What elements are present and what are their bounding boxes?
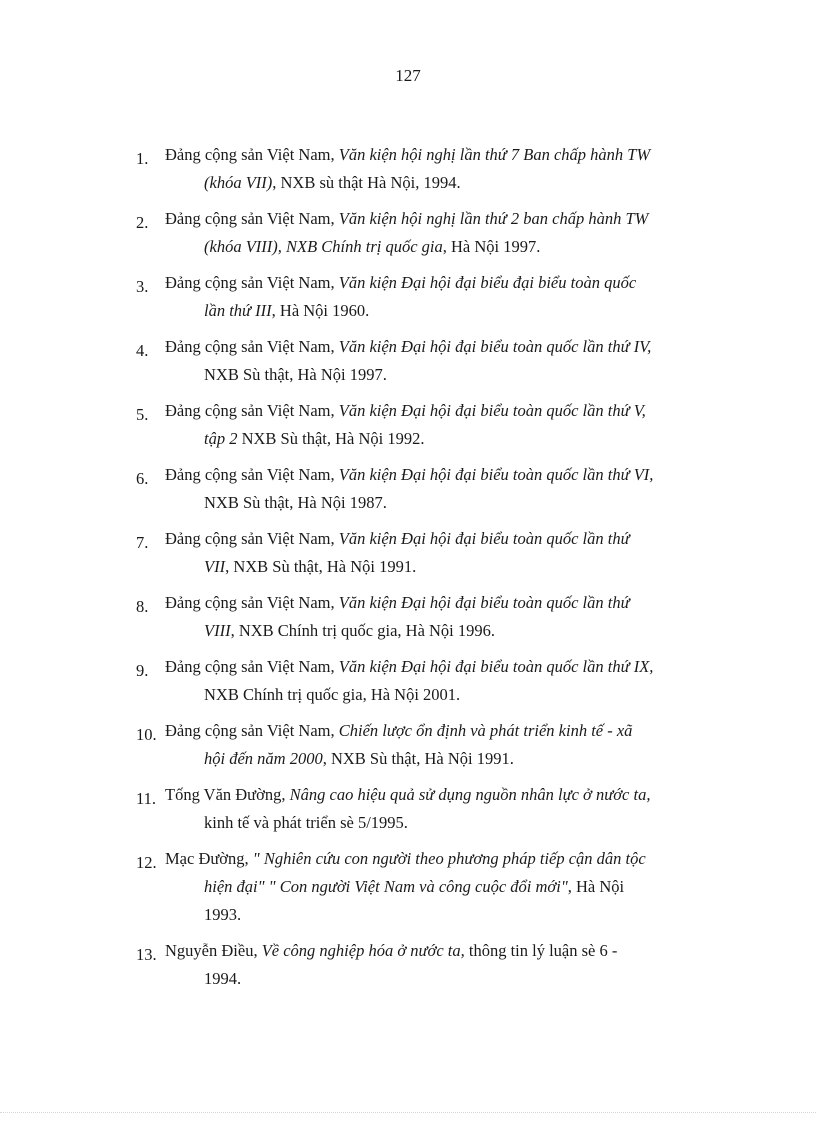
reference-item: [136, 589, 740, 645]
reference-item: [136, 269, 740, 325]
reference-title-segment: (khóa VIII), NXB Chính trị quốc gia: [204, 237, 443, 256]
reference-segment: 1993.: [204, 905, 242, 924]
reference-item: [136, 653, 740, 709]
reference-item: [136, 205, 740, 261]
reference-text: [165, 205, 740, 261]
reference-text: [165, 589, 740, 645]
reference-first-line: [165, 937, 740, 965]
reference-title-segment: Văn kiện Đại hội đại biểu toàn quốc lần thứ: [338, 593, 630, 612]
reference-text: [165, 845, 740, 929]
reference-number: 3.: [136, 277, 149, 296]
reference-text: [165, 525, 740, 581]
reference-segment: Đảng cộng sản Việt Nam,: [165, 401, 339, 420]
reference-segment: NXB Sù thật, Hà Nội 1987.: [204, 493, 387, 512]
reference-number: 11.: [136, 789, 157, 808]
reference-first-line: [165, 141, 740, 169]
reference-segment: Mạc Đường,: [165, 849, 253, 868]
page-bottom-rule: [0, 1112, 816, 1113]
reference-first-line: [165, 589, 740, 617]
reference-title-segment: Văn kiện Đại hội đại biểu toàn quốc lần thứ VI,: [338, 465, 654, 484]
reference-item: [136, 845, 740, 929]
reference-segment: Đảng cộng sản Việt Nam,: [165, 657, 339, 676]
reference-title-segment: Chiến lược ổn định và phát triển kinh tế - xã: [338, 721, 633, 740]
reference-item: [136, 781, 740, 837]
reference-continuation-line: [165, 809, 740, 837]
reference-title-segment: Văn kiện hội nghị lần thứ 7 Ban chấp hành TW: [338, 145, 651, 164]
reference-item: [136, 525, 740, 581]
reference-number: 6.: [136, 469, 149, 488]
reference-text: [165, 717, 740, 773]
reference-list: [136, 141, 740, 1001]
reference-segment: thông tin lý luận sè 6 -: [464, 941, 618, 960]
reference-text: [165, 269, 740, 325]
reference-segment: NXB Sù thật, Hà Nội 1992.: [237, 429, 425, 448]
reference-segment: kinh tế và phát triển sè 5/1995.: [204, 813, 408, 832]
reference-continuation-line: [165, 873, 740, 901]
reference-continuation-line: [165, 681, 740, 709]
reference-title-segment: VII: [204, 557, 226, 576]
reference-continuation-line: [165, 233, 740, 261]
reference-item: [136, 717, 740, 773]
reference-item: [136, 141, 740, 197]
reference-segment: , NXB Chính trị quốc gia, Hà Nội 1996.: [230, 621, 496, 640]
reference-continuation-line: [165, 965, 740, 993]
reference-continuation-line: [165, 425, 740, 453]
reference-first-line: [165, 845, 740, 873]
reference-item: [136, 333, 740, 389]
page-number: 127: [395, 66, 421, 85]
reference-segment: Đảng cộng sản Việt Nam,: [165, 145, 339, 164]
reference-number: 8.: [136, 597, 149, 616]
reference-title-segment: Văn kiện Đại hội đại biểu toàn quốc lần thứ IV,: [338, 337, 652, 356]
reference-number: 5.: [136, 405, 149, 424]
reference-title-segment: Văn kiện hội nghị lần thứ 2 ban chấp hành TW: [338, 209, 649, 228]
reference-title-segment: VIII: [204, 621, 231, 640]
reference-item: [136, 397, 740, 453]
reference-item: [136, 937, 740, 993]
reference-first-line: [165, 717, 740, 745]
reference-number: 12.: [136, 853, 157, 872]
reference-number: 4.: [136, 341, 149, 360]
reference-number: 2.: [136, 213, 149, 232]
reference-segment: Đảng cộng sản Việt Nam,: [165, 529, 339, 548]
reference-segment: NXB Sù thật, Hà Nội 1997.: [204, 365, 387, 384]
reference-first-line: [165, 525, 740, 553]
reference-text: [165, 461, 740, 517]
reference-title-segment: (khóa VII): [204, 173, 273, 192]
reference-segment: Tống Văn Đường,: [165, 785, 290, 804]
reference-continuation-line: [165, 745, 740, 773]
reference-number: 9.: [136, 661, 149, 680]
reference-first-line: [165, 333, 740, 361]
reference-segment: , NXB Sù thật, Hà Nội 1991.: [225, 557, 417, 576]
reference-number: 13.: [136, 945, 157, 964]
reference-continuation-line: [165, 553, 740, 581]
reference-segment: , Hà Nội: [567, 877, 625, 896]
reference-segment: Đảng cộng sản Việt Nam,: [165, 273, 339, 292]
reference-text: [165, 937, 740, 993]
reference-continuation-line: [165, 489, 740, 517]
reference-segment: , NXB Sù thật, Hà Nội 1991.: [322, 749, 514, 768]
reference-first-line: [165, 269, 740, 297]
reference-title-segment: Văn kiện Đại hội đại biểu toàn quốc lần thứ V,: [338, 401, 646, 420]
reference-title-segment: hiện đại" " Con người Việt Nam và công cuộc đổi mới": [204, 877, 568, 896]
reference-segment: NXB Chính trị quốc gia, Hà Nội 2001.: [204, 685, 461, 704]
reference-segment: Đảng cộng sản Việt Nam,: [165, 465, 339, 484]
reference-number: 10.: [136, 725, 157, 744]
reference-title-segment: Văn kiện Đại hội đại biểu toàn quốc lần thứ: [338, 529, 630, 548]
reference-first-line: [165, 461, 740, 489]
reference-text: [165, 141, 740, 197]
reference-segment: , Hà Nội 1997.: [442, 237, 541, 256]
reference-number: 7.: [136, 533, 149, 552]
reference-segment: , Hà Nội 1960.: [271, 301, 370, 320]
reference-continuation-line: [165, 169, 740, 197]
reference-segment: , NXB sù thật Hà Nội, 1994.: [272, 173, 461, 192]
reference-text: [165, 781, 740, 837]
reference-first-line: [165, 653, 740, 681]
reference-continuation-line: [165, 361, 740, 389]
reference-segment: Nguyễn Điều,: [165, 941, 262, 960]
reference-title-segment: Văn kiện Đại hội đại biểu toàn quốc lần thứ IX,: [338, 657, 654, 676]
reference-item: [136, 461, 740, 517]
reference-segment: Đảng cộng sản Việt Nam,: [165, 209, 339, 228]
reference-text: [165, 653, 740, 709]
reference-first-line: [165, 205, 740, 233]
reference-title-segment: Về công nghiệp hóa ở nước ta,: [261, 941, 465, 960]
reference-text: [165, 333, 740, 389]
reference-title-segment: " Nghiên cứu con người theo phương pháp tiếp cận dân tộc: [252, 849, 646, 868]
reference-title-segment: Văn kiện Đại hội đại biểu đại biểu toàn quốc: [338, 273, 637, 292]
reference-segment: 1994.: [204, 969, 242, 988]
reference-text: [165, 397, 740, 453]
reference-segment: Đảng cộng sản Việt Nam,: [165, 337, 339, 356]
reference-segment: Đảng cộng sản Việt Nam,: [165, 721, 339, 740]
reference-number: 1.: [136, 149, 149, 168]
reference-continuation-line: [165, 617, 740, 645]
reference-first-line: [165, 781, 740, 809]
reference-title-segment: tập 2: [204, 429, 238, 448]
reference-continuation-line: [165, 901, 740, 929]
reference-title-segment: lần thứ III: [204, 301, 272, 320]
reference-first-line: [165, 397, 740, 425]
reference-title-segment: hội đến năm 2000: [204, 749, 323, 768]
reference-segment: Đảng cộng sản Việt Nam,: [165, 593, 339, 612]
reference-title-segment: Nâng cao hiệu quả sử dụng nguồn nhân lực ở nước ta,: [289, 785, 651, 804]
reference-continuation-line: [165, 297, 740, 325]
